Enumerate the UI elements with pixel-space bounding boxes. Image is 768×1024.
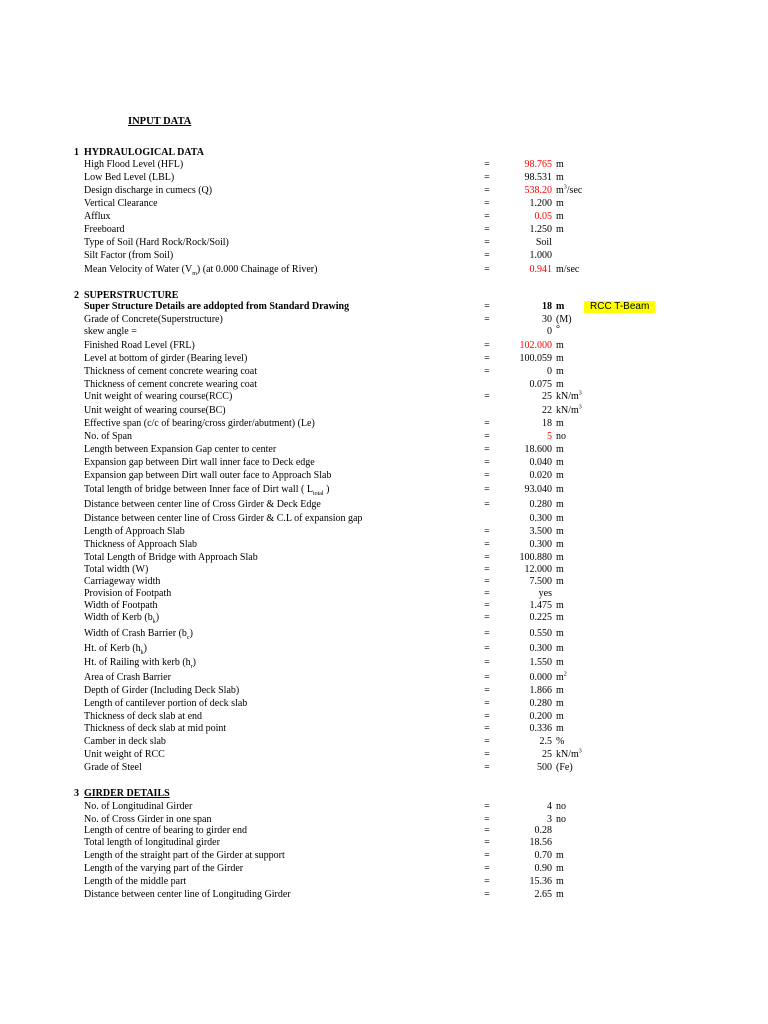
row-value: 2.65 <box>534 889 552 900</box>
row-label: Carriageway width <box>84 576 161 587</box>
equals-sign: = <box>484 672 490 683</box>
row-label: Area of Crash Barrier <box>84 672 171 683</box>
row-label: Vertical Clearance <box>84 198 158 209</box>
equals-sign: = <box>484 484 490 495</box>
row-label: Width of Crash Barrier $(b_c)$ <box>84 628 193 641</box>
equals-sign: = <box>484 499 490 510</box>
row-unit: $m^3/\sec$ <box>556 184 583 196</box>
row-unit: ° <box>556 324 560 335</box>
row-label: skew angle = <box>84 326 137 337</box>
equals-sign: = <box>484 366 490 377</box>
row-value: 1.250 <box>529 224 552 235</box>
row-value: 18.56 <box>529 837 552 848</box>
row-value: 0.200 <box>529 711 552 722</box>
row-value: 2.5 <box>539 736 552 747</box>
row-value: 1.550 <box>529 657 552 668</box>
equals-sign: = <box>484 876 490 887</box>
row-unit: no <box>556 801 566 812</box>
equals-sign: = <box>484 526 490 537</box>
row-value: 0.040 <box>529 457 552 468</box>
equals-sign: = <box>484 314 490 325</box>
row-unit: m <box>556 576 564 587</box>
row-value: 100.059 <box>519 353 552 364</box>
row-unit: m <box>556 889 564 900</box>
row-label: Width of Footpath <box>84 600 158 611</box>
row-unit: m <box>556 552 564 563</box>
equals-sign: = <box>484 391 490 402</box>
row-value: 0.300 <box>529 513 552 524</box>
row-unit: (Fe) <box>556 762 573 773</box>
row-unit: m <box>556 643 564 654</box>
row-label: Length of the straight part of the Girder at support <box>84 850 285 861</box>
equals-sign: = <box>484 211 490 222</box>
equals-sign: = <box>484 825 490 836</box>
row-label: Grade of Concrete(Superstructure) <box>84 314 223 325</box>
row-label: Length of Approach Slab <box>84 526 185 537</box>
row-label: Low Bed Level (LBL) <box>84 172 175 183</box>
row-label: Length of cantilever portion of deck slab <box>84 698 248 709</box>
row-value: 538.20 <box>524 185 552 196</box>
row-label: Total Length of Bridge with Approach Slab <box>84 552 258 563</box>
row-value: 30 <box>542 314 552 325</box>
row-unit: m <box>556 418 564 429</box>
row-unit: m <box>556 876 564 887</box>
equals-sign: = <box>484 250 490 261</box>
row-unit: m <box>556 484 564 495</box>
row-label: Silt Factor (from Soil) <box>84 250 174 261</box>
row-unit: m <box>556 863 564 874</box>
row-unit: m <box>556 444 564 455</box>
equals-sign: = <box>484 850 490 861</box>
section-title: HYDRAULOGICAL DATA <box>84 147 204 158</box>
row-label: Length between Expansion Gap center to center <box>84 444 277 455</box>
equals-sign: = <box>484 643 490 654</box>
row-value: 25 <box>542 391 552 402</box>
equals-sign: = <box>484 657 490 668</box>
row-value: 0.000 <box>529 672 552 683</box>
row-value: 25 <box>542 749 552 760</box>
row-unit: m <box>556 457 564 468</box>
row-label: Expansion gap between Dirt wall inner face to Deck edge <box>84 457 315 468</box>
row-label: Camber in deck slab <box>84 736 166 747</box>
row-label: Mean Velocity of Water $(V_m)$ (at 0.000 Chainage of River) <box>84 264 318 277</box>
row-label: Thickness of Approach Slab <box>84 539 198 550</box>
row-label: Expansion gap between Dirt wall outer face to Approach Slab <box>84 470 332 481</box>
row-label: Effective span (c/c of bearing/cross girder/abutment) (Le) <box>84 418 315 429</box>
row-value: 0.941 <box>529 264 552 275</box>
row-unit: m <box>556 470 564 481</box>
row-value: 18.600 <box>524 444 552 455</box>
row-value: 15.36 <box>529 876 552 887</box>
row-unit: m <box>556 698 564 709</box>
row-unit: $kN/m^3$ <box>556 404 582 416</box>
row-value: 0.70 <box>534 850 552 861</box>
equals-sign: = <box>484 814 490 825</box>
section-number: 3 <box>74 788 79 799</box>
equals-sign: = <box>484 301 490 312</box>
row-value: Soil <box>535 237 552 248</box>
row-label: Unit weight of wearing course(BC) <box>84 405 226 416</box>
equals-sign: = <box>484 889 490 900</box>
row-label: Unit weight of wearing course(RCC) <box>84 391 233 402</box>
row-label: Depth of Girder (Including Deck Slab) <box>84 685 240 696</box>
row-value: 18 <box>542 418 552 429</box>
row-label: Ht. of Railing with kerb $(h_r)$ <box>84 657 196 670</box>
row-value: 0.075 <box>529 379 552 390</box>
row-unit: m <box>556 600 564 611</box>
row-unit: m <box>556 723 564 734</box>
row-value: 0.020 <box>529 470 552 481</box>
row-unit: no <box>556 814 566 825</box>
row-value: 98.531 <box>524 172 552 183</box>
row-label: Length of centre of bearing to girder end <box>84 825 247 836</box>
row-unit: m <box>556 628 564 639</box>
equals-sign: = <box>484 628 490 639</box>
row-unit: m <box>556 657 564 668</box>
section-title: SUPERSTRUCTURE <box>84 290 179 301</box>
row-label: Unit weight of RCC <box>84 749 165 760</box>
rcc-t-beam-note: RCC T-Beam <box>584 301 655 313</box>
row-label: Ht. of Kerb $(h_k)$ <box>84 643 147 656</box>
row-value: 7.500 <box>529 576 552 587</box>
row-value: 98.765 <box>524 159 552 170</box>
equals-sign: = <box>484 470 490 481</box>
row-value: 3.500 <box>529 526 552 537</box>
row-label: No. of Longitudinal Girder <box>84 801 193 812</box>
equals-sign: = <box>484 588 490 599</box>
row-unit: m <box>556 612 564 623</box>
row-unit: m <box>556 564 564 575</box>
section-title: GIRDER DETAILS <box>84 788 170 799</box>
row-unit: $kN/m^3$ <box>556 390 582 402</box>
row-unit: m <box>556 353 564 364</box>
row-value: 0.90 <box>534 863 552 874</box>
row-value: 0.280 <box>529 698 552 709</box>
equals-sign: = <box>484 576 490 587</box>
equals-sign: = <box>484 237 490 248</box>
row-value: 3 <box>547 814 552 825</box>
equals-sign: = <box>484 863 490 874</box>
section-number: 1 <box>74 147 79 158</box>
row-value: 0.225 <box>529 612 552 623</box>
equals-sign: = <box>484 185 490 196</box>
row-label: Distance between center line of Cross Girder & C.L of expansion gap <box>84 513 363 524</box>
row-unit: $m^2$ <box>556 671 567 683</box>
row-label: Distance between center line of Cross Girder & Deck Edge <box>84 499 321 510</box>
row-value: 0.300 <box>529 539 552 550</box>
equals-sign: = <box>484 564 490 575</box>
row-unit: % <box>556 736 565 747</box>
row-value: 0.280 <box>529 499 552 510</box>
row-unit: (M) <box>556 314 572 325</box>
row-label: Afflux <box>84 211 111 222</box>
equals-sign: = <box>484 159 490 170</box>
row-value: 0 <box>547 326 552 337</box>
row-label: Provision of Footpath <box>84 588 172 599</box>
row-unit: m <box>556 198 564 209</box>
row-label: Thickness of cement concrete wearing coat <box>84 379 257 390</box>
row-label: Total width (W) <box>84 564 149 575</box>
row-value: 0 <box>547 366 552 377</box>
row-label: Thickness of deck slab at mid point <box>84 723 227 734</box>
equals-sign: = <box>484 340 490 351</box>
equals-sign: = <box>484 353 490 364</box>
row-value: 0.28 <box>534 825 552 836</box>
equals-sign: = <box>484 711 490 722</box>
row-unit: m <box>556 366 564 377</box>
row-label: Finished Road Level (FRL) <box>84 340 195 351</box>
row-label: No. of Span <box>84 431 133 442</box>
row-value: 12.000 <box>524 564 552 575</box>
row-value: 93.040 <box>524 484 552 495</box>
row-label: Freeboard <box>84 224 125 235</box>
row-unit: m <box>556 513 564 524</box>
row-unit: $kN/m^3$ <box>556 748 582 760</box>
row-label: Design discharge in cumecs (Q) <box>84 185 213 196</box>
row-value: 0.05 <box>534 211 552 222</box>
row-label: Level at bottom of girder (Bearing level) <box>84 353 248 364</box>
row-value: 0.550 <box>529 628 552 639</box>
row-value: 500 <box>537 762 552 773</box>
row-unit: m <box>556 711 564 722</box>
row-label: Width of Kerb $(b_k)$ <box>84 612 160 625</box>
page-title: INPUT DATA <box>128 116 192 127</box>
equals-sign: = <box>484 457 490 468</box>
row-label: Total length of longitudinal girder <box>84 837 220 848</box>
row-value: 1.866 <box>529 685 552 696</box>
row-value: 1.000 <box>529 250 552 261</box>
row-label: No. of Cross Girder in one span <box>84 814 212 825</box>
equals-sign: = <box>484 723 490 734</box>
row-value: 5 <box>547 431 552 442</box>
equals-sign: = <box>484 431 490 442</box>
equals-sign: = <box>484 762 490 773</box>
row-unit: m <box>556 211 564 222</box>
row-value: 18 <box>542 301 552 312</box>
row-label: Thickness of deck slab at end <box>84 711 203 722</box>
row-unit: m <box>556 379 564 390</box>
equals-sign: = <box>484 444 490 455</box>
row-unit: m <box>556 499 564 510</box>
row-unit: m <box>556 159 564 170</box>
row-unit: m <box>556 301 565 312</box>
row-label: Super Structure Details are addopted from Standard Drawing <box>84 301 350 312</box>
row-unit: m <box>556 172 564 183</box>
equals-sign: = <box>484 749 490 760</box>
row-unit: m <box>556 685 564 696</box>
row-value: yes <box>538 588 552 599</box>
equals-sign: = <box>484 264 490 275</box>
equals-sign: = <box>484 172 490 183</box>
row-unit: m <box>556 526 564 537</box>
row-unit: m/sec <box>556 264 580 275</box>
row-value: 0.300 <box>529 643 552 654</box>
row-value: 100.880 <box>519 552 552 563</box>
row-label: Grade of Steel <box>84 762 142 773</box>
equals-sign: = <box>484 198 490 209</box>
row-label: Length of the middle part <box>84 876 187 887</box>
row-value: 0.336 <box>529 723 552 734</box>
row-label: High Flood Level (HFL) <box>84 159 184 170</box>
equals-sign: = <box>484 801 490 812</box>
equals-sign: = <box>484 685 490 696</box>
equals-sign: = <box>484 552 490 563</box>
equals-sign: = <box>484 539 490 550</box>
row-value: 1.475 <box>529 600 552 611</box>
equals-sign: = <box>484 736 490 747</box>
equals-sign: = <box>484 612 490 623</box>
row-unit: m <box>556 224 564 235</box>
row-unit: m <box>556 850 564 861</box>
row-value: 22 <box>542 405 552 416</box>
row-value: 1.200 <box>529 198 552 209</box>
row-value: 102.000 <box>519 340 552 351</box>
row-label: Total length of bridge between Inner face of Dirt wall ( $L_{total}$ ) <box>84 484 330 497</box>
equals-sign: = <box>484 600 490 611</box>
row-unit: no <box>556 431 566 442</box>
equals-sign: = <box>484 224 490 235</box>
row-unit: m <box>556 340 564 351</box>
equals-sign: = <box>484 418 490 429</box>
row-value: 4 <box>547 801 552 812</box>
section-number: 2 <box>74 290 79 301</box>
row-label: Distance between center line of Longituding Girder <box>84 889 291 900</box>
equals-sign: = <box>484 698 490 709</box>
row-label: Length of the varying part of the Girder <box>84 863 244 874</box>
equals-sign: = <box>484 837 490 848</box>
row-label: Type of Soil (Hard Rock/Rock/Soil) <box>84 237 229 248</box>
row-label: Thickness of cement concrete wearing coat <box>84 366 257 377</box>
row-unit: m <box>556 539 564 550</box>
